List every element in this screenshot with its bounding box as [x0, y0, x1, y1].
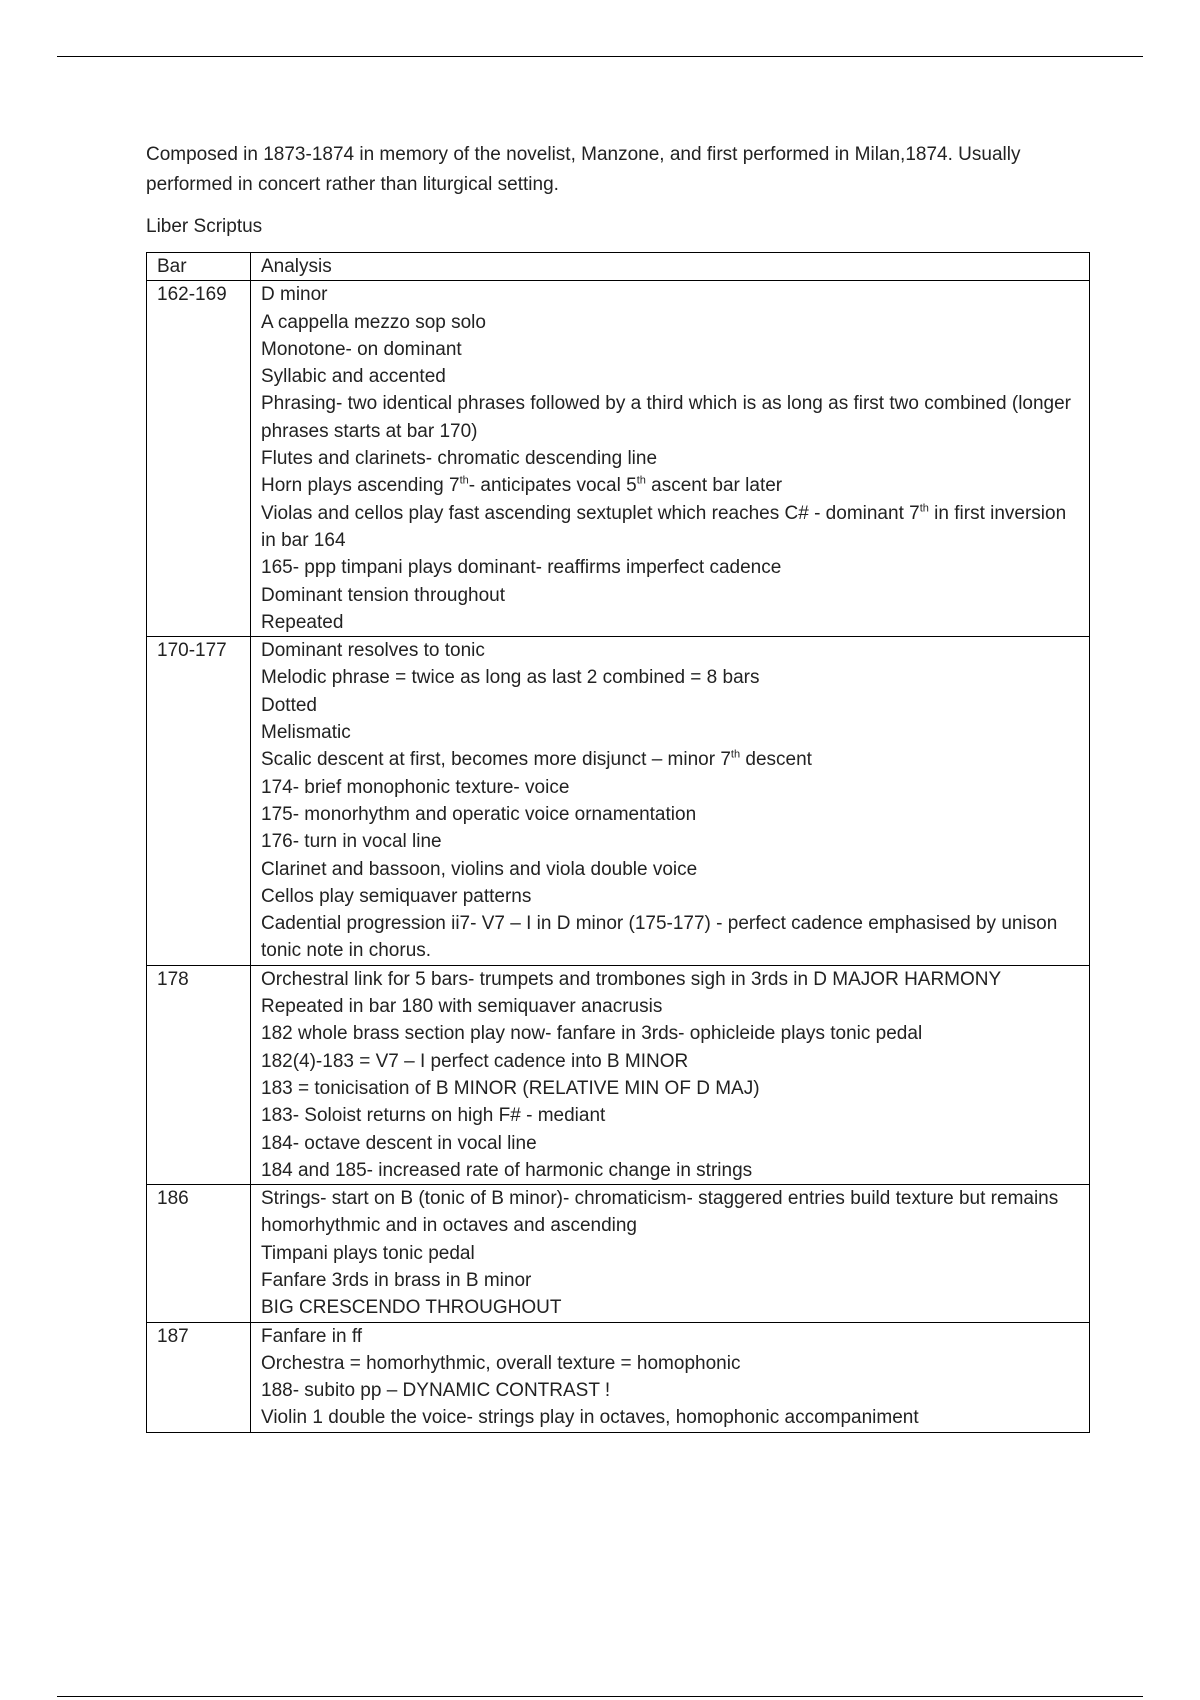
intro-paragraph: Composed in 1873-1874 in memory of the novelist, Manzone, and first performed in Milan,1874. Usually performed in concert rather than liturgical setting.: [146, 144, 1021, 195]
analysis-line: Syllabic and accented: [261, 366, 446, 388]
header-rule: [57, 56, 1143, 57]
analysis-cell: [251, 965, 1090, 1184]
column-header-analysis: Analysis: [251, 253, 1090, 281]
analysis-line: Violin 1 double the voice- strings play in octaves, homophonic accompaniment: [261, 1407, 919, 1429]
analysis-line: 183- Soloist returns on high F# - mediant: [261, 1105, 606, 1127]
bar-cell: 186: [147, 1185, 251, 1322]
analysis-line: Orchestra = homorhythmic, overall texture = homophonic: [261, 1352, 741, 1374]
analysis-line: Timpani plays tonic pedal: [261, 1242, 475, 1264]
analysis-line: A cappella mezzo sop solo: [261, 311, 486, 333]
analysis-line: D minor: [261, 284, 328, 306]
analysis-line: 183 = tonicisation of B MINOR (RELATIVE MIN OF D MAJ): [261, 1077, 760, 1099]
analysis-line: Cadential progression ii7- V7 – I in D minor (175-177) - perfect cadence emphasised by unison tonic note in chorus.: [261, 913, 1058, 962]
table-row: [147, 281, 1090, 637]
analysis-line: Monotone- on dominant: [261, 338, 462, 360]
analysis-line: Strings- start on B (tonic of B minor)- chromaticism- staggered entries build texture but remains homorhythmic and in octaves and ascending: [261, 1188, 1059, 1237]
analysis-line: 184 and 185- increased rate of harmonic change in strings: [261, 1159, 753, 1181]
analysis-line: Clarinet and bassoon, violins and viola double voice: [261, 858, 698, 880]
table-row: [147, 965, 1090, 1184]
analysis-line: 182 whole brass section play now- fanfare in 3rds- ophicleide plays tonic pedal: [261, 1023, 923, 1045]
bar-cell: 170-177: [147, 637, 251, 966]
analysis-line: 174- brief monophonic texture- voice: [261, 776, 570, 798]
analysis-line: BIG CRESCENDO THROUGHOUT: [261, 1297, 562, 1319]
analysis-line: Dotted: [261, 694, 317, 716]
analysis-cell: [251, 637, 1090, 966]
analysis-line: Violas and cellos play fast ascending sextuplet which reaches C# - dominant 7th in first inversion in bar 164: [261, 502, 1067, 551]
table-header-row: [147, 253, 1090, 281]
analysis-line: 175- monorhythm and operatic voice ornamentation: [261, 803, 697, 825]
analysis-line: 188- subito pp – DYNAMIC CONTRAST !: [261, 1380, 611, 1402]
analysis-line: Repeated in bar 180 with semiquaver anacrusis: [261, 996, 663, 1018]
analysis-line: Flutes and clarinets- chromatic descending line: [261, 448, 658, 470]
analysis-line: Scalic descent at first, becomes more disjunct – minor 7th descent: [261, 749, 812, 771]
table-body: [147, 281, 1090, 1432]
analysis-line: Orchestral link for 5 bars- trumpets and trombones sigh in 3rds in D MAJOR HARMONY: [261, 968, 1002, 990]
table-row: [147, 1322, 1090, 1432]
analysis-line: Dominant resolves to tonic: [261, 640, 485, 662]
analysis-line: 184- octave descent in vocal line: [261, 1132, 537, 1154]
analysis-cell: [251, 1185, 1090, 1322]
analysis-cell: [251, 1322, 1090, 1432]
bar-cell: 187: [147, 1322, 251, 1432]
analysis-table: [146, 252, 1090, 1433]
analysis-line: 176- turn in vocal line: [261, 831, 442, 853]
analysis-line: Melodic phrase = twice as long as last 2 combined = 8 bars: [261, 667, 760, 689]
bar-cell: 178: [147, 965, 251, 1184]
document-body: [146, 140, 1096, 1433]
analysis-line: Cellos play semiquaver patterns: [261, 885, 532, 907]
section-heading: Liber Scriptus: [146, 216, 263, 237]
column-header-bar: Bar: [147, 253, 251, 281]
bar-cell: 162-169: [147, 281, 251, 637]
analysis-line: Fanfare in ff: [261, 1325, 363, 1347]
analysis-line: Fanfare 3rds in brass in B minor: [261, 1269, 532, 1291]
table-row: [147, 637, 1090, 966]
analysis-line: Repeated: [261, 611, 344, 633]
analysis-line: Dominant tension throughout: [261, 584, 505, 606]
analysis-line: 165- ppp timpani plays dominant- reaffirms imperfect cadence: [261, 557, 782, 579]
footer-rule: [57, 1696, 1143, 1697]
analysis-line: Horn plays ascending 7th- anticipates vocal 5th ascent bar later: [261, 475, 783, 497]
analysis-cell: [251, 281, 1090, 637]
analysis-line: 182(4)-183 = V7 – I perfect cadence into B MINOR: [261, 1050, 689, 1072]
table-row: [147, 1185, 1090, 1322]
analysis-line: Phrasing- two identical phrases followed by a third which is as long as first two combined (longer phrases starts at bar 170): [261, 393, 1072, 442]
analysis-line: Melismatic: [261, 722, 351, 744]
